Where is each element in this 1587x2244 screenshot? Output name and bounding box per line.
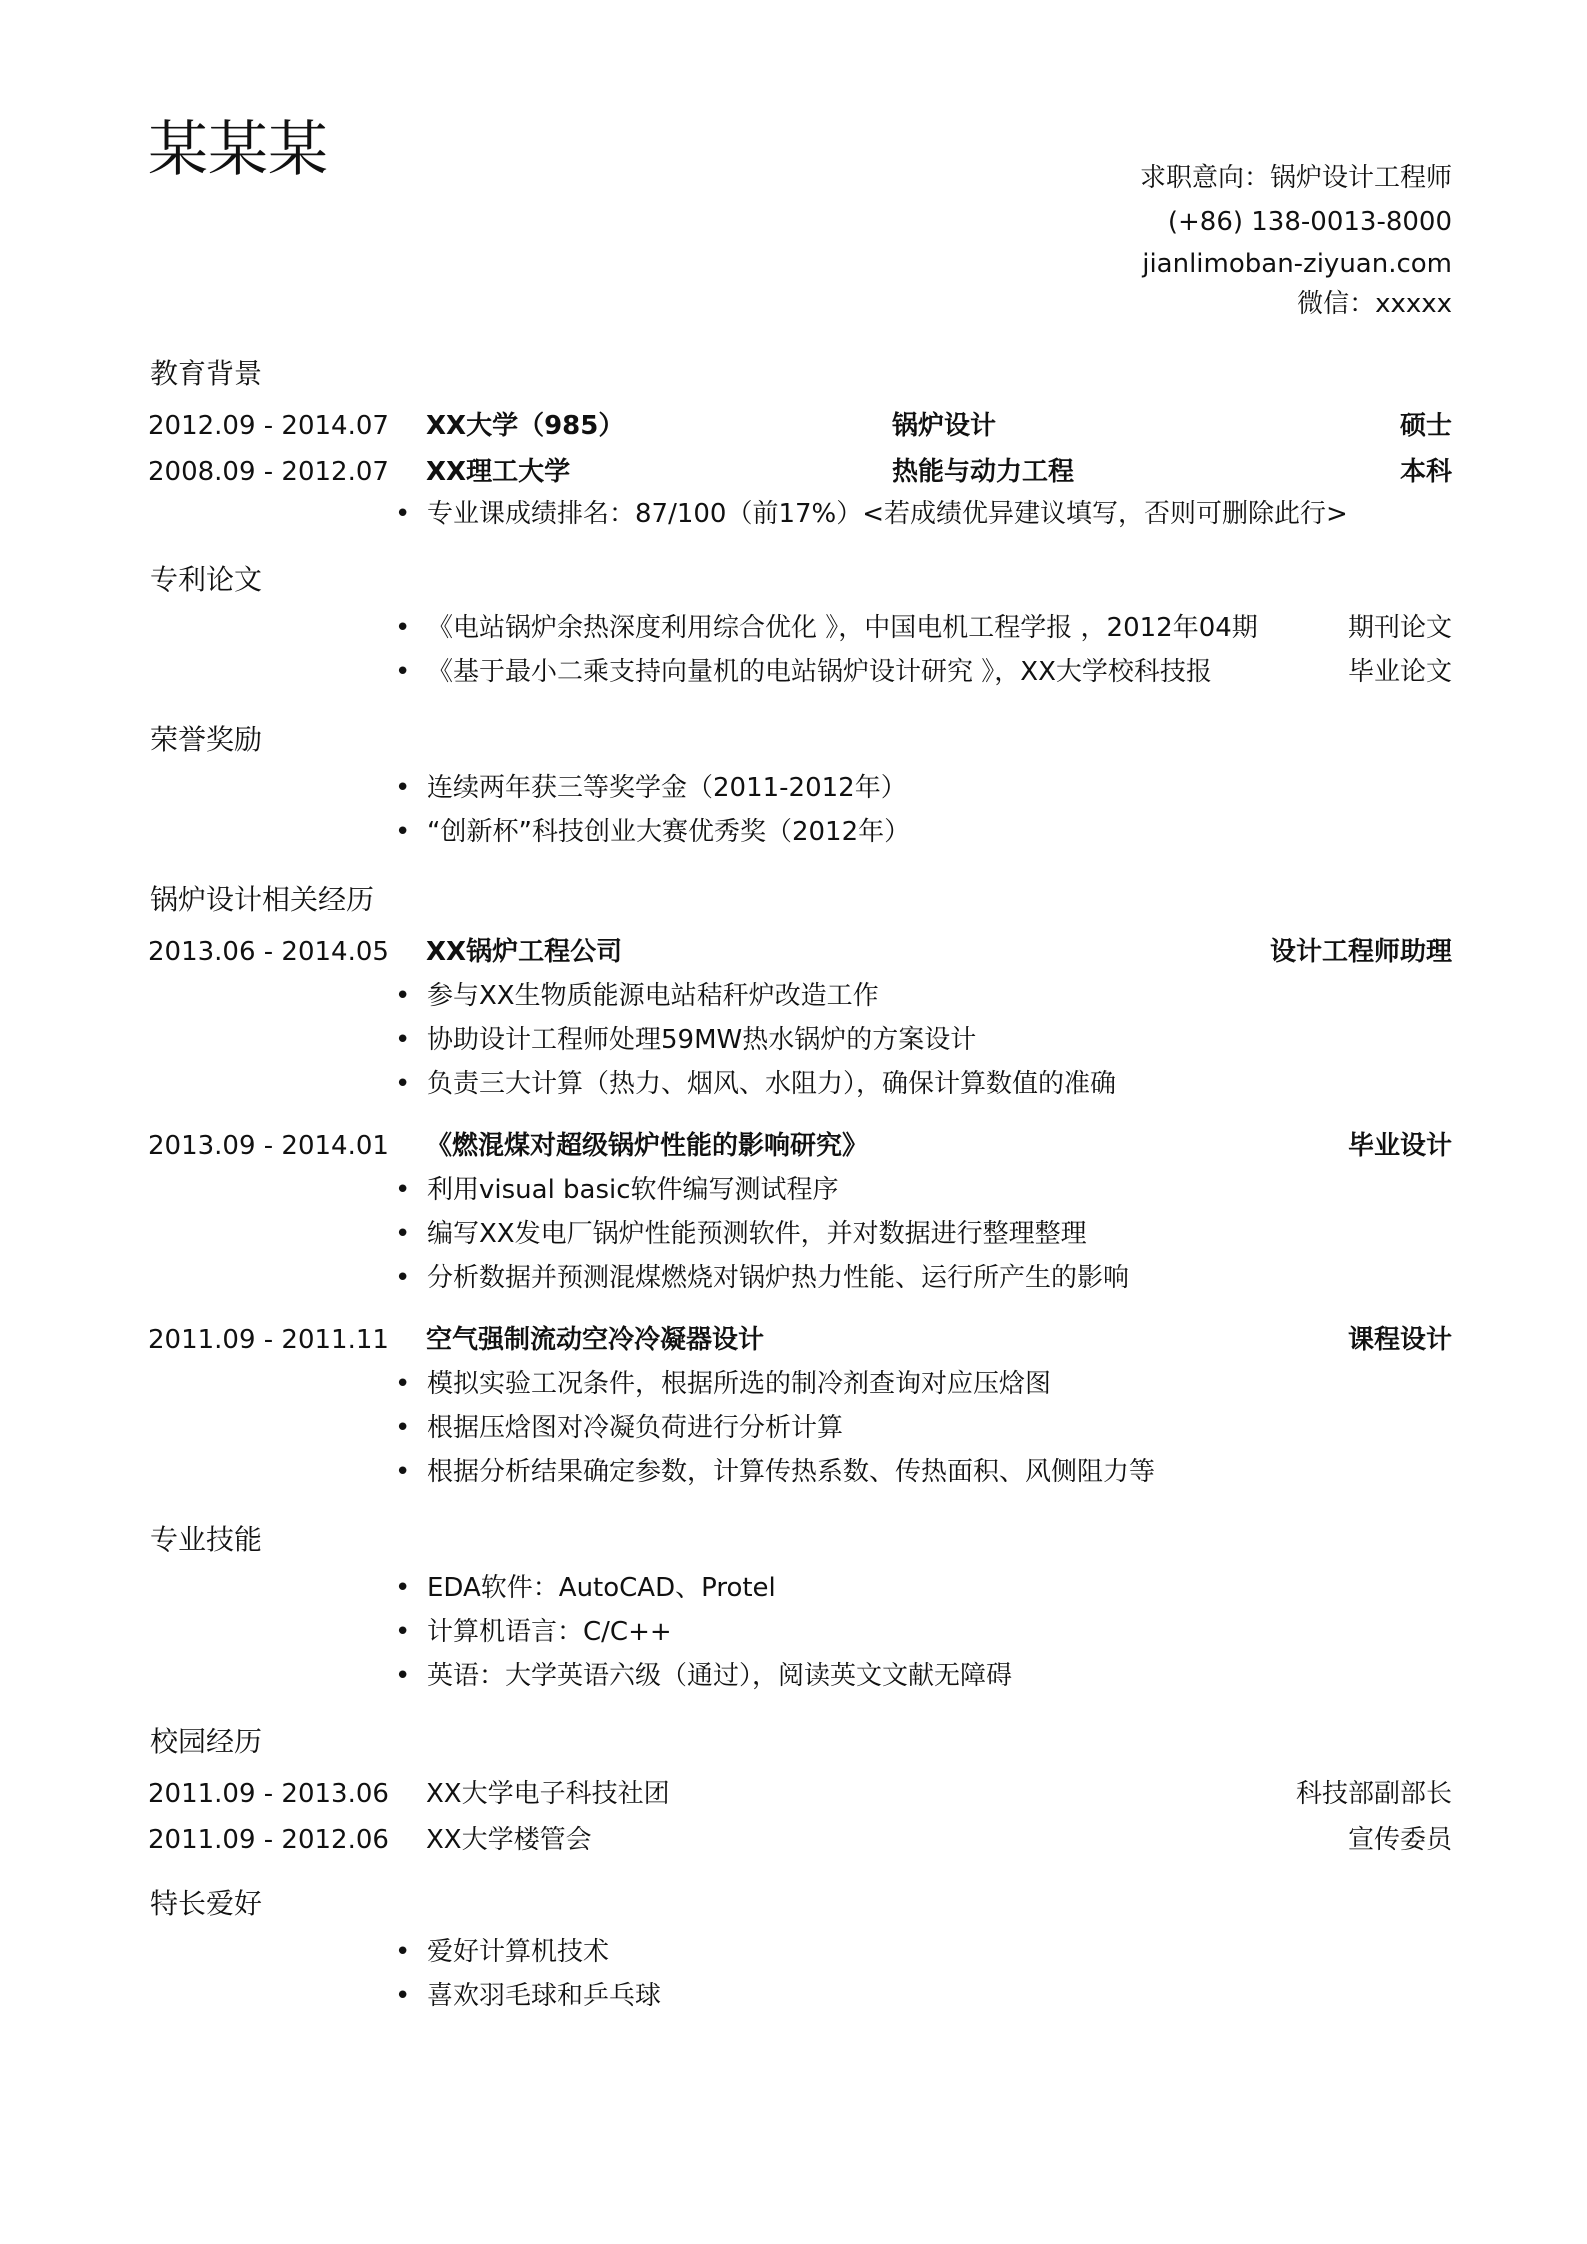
hobby-text: 爱好计算机技术 <box>427 1937 610 1967</box>
list-item <box>395 1020 1452 1060</box>
campus-date: 2011.09 - 2012.06 <box>148 1825 389 1855</box>
experience-org: 空气强制流动空冷冷凝器设计 <box>426 1325 765 1355</box>
bullet-icon: • <box>395 1981 411 2011</box>
list-item <box>395 608 1452 648</box>
candidate-name: 某某某 <box>148 115 328 185</box>
experience-date: 2013.06 - 2014.05 <box>148 937 389 967</box>
bullet-icon: • <box>395 1937 411 1967</box>
bullet-icon: • <box>395 499 411 529</box>
experience-row <box>148 1126 1452 1166</box>
paper-type: 毕业论文 <box>1347 657 1452 687</box>
list-item <box>395 1364 1452 1404</box>
list-item <box>395 1932 1452 1972</box>
education-row <box>148 452 1452 492</box>
paper-title: 《基于最小二乘支持向量机的电站锅炉设计研究 》，XX大学校科技报 <box>427 657 1212 687</box>
honor-text: “创新杯”科技创业大赛优秀奖（2012年） <box>427 817 911 847</box>
skill-text: EDA软件：AutoCAD、Protel <box>427 1573 776 1603</box>
experience-org: XX锅炉工程公司 <box>426 937 623 967</box>
list-item <box>395 1170 1452 1210</box>
experience-row <box>148 932 1452 972</box>
bullet-icon: • <box>395 613 411 643</box>
list-item <box>395 1408 1452 1448</box>
job-objective: 求职意向：锅炉设计工程师 <box>1139 163 1452 193</box>
campus-row <box>148 1820 1452 1860</box>
section-title-education: 教育背景 <box>150 357 263 390</box>
bullet-icon: • <box>395 1263 411 1293</box>
bullet-icon: • <box>395 657 411 687</box>
education-major: 热能与动力工程 <box>892 457 1075 487</box>
bullet-icon: • <box>395 981 411 1011</box>
list-item <box>395 1452 1452 1492</box>
section-title-hobbies: 特长爱好 <box>150 1887 263 1920</box>
bullet-icon: • <box>395 1369 411 1399</box>
bullet-icon: • <box>395 1069 411 1099</box>
campus-org: XX大学楼管会 <box>426 1825 592 1855</box>
education-degree: 本科 <box>1399 457 1452 487</box>
education-date: 2012.09 - 2014.07 <box>148 411 389 441</box>
skill-text: 英语：大学英语六级（通过），阅读英文文献无障碍 <box>427 1661 1013 1691</box>
section-title-papers: 专利论文 <box>150 563 263 596</box>
experience-org: 《燃混煤对超级锅炉性能的影响研究》 <box>426 1131 869 1161</box>
section-title-campus: 校园经历 <box>150 1725 263 1758</box>
list-item <box>395 1656 1452 1696</box>
list-item <box>395 768 1452 808</box>
list-item <box>395 976 1452 1016</box>
experience-detail: 编写XX发电厂锅炉性能预测软件，并对数据进行整理整理 <box>427 1219 1087 1249</box>
phone-number: (+86) 138-0013-8000 <box>1167 207 1452 237</box>
website[interactable]: jianlimoban-ziyuan.com <box>1142 249 1452 279</box>
experience-detail: 参与XX生物质能源电站秸秆炉改造工作 <box>427 981 879 1011</box>
bullet-icon: • <box>395 1573 411 1603</box>
experience-detail: 利用visual basic软件编写测试程序 <box>427 1175 839 1205</box>
experience-detail: 根据压焓图对冷凝负荷进行分析计算 <box>427 1413 844 1443</box>
education-school: XX大学（985） <box>426 411 625 441</box>
campus-role: 科技部副部长 <box>1295 1779 1452 1809</box>
campus-role: 宣传委员 <box>1347 1825 1452 1855</box>
experience-date: 2011.09 - 2011.11 <box>148 1325 389 1355</box>
bullet-icon: • <box>395 1175 411 1205</box>
list-item <box>395 1568 1452 1608</box>
bullet-icon: • <box>395 1025 411 1055</box>
education-school: XX理工大学 <box>426 457 571 487</box>
bullet-icon: • <box>395 1661 411 1691</box>
experience-detail: 负责三大计算（热力、烟风、水阻力），确保计算数值的准确 <box>427 1069 1117 1099</box>
section-title-honors: 荣誉奖励 <box>150 723 263 756</box>
list-item <box>395 1214 1452 1254</box>
list-item <box>395 1612 1452 1652</box>
list-item <box>395 1064 1452 1104</box>
education-date: 2008.09 - 2012.07 <box>148 457 389 487</box>
honor-text: 连续两年获三等奖学金（2011-2012年） <box>427 773 907 803</box>
hobby-text: 喜欢羽毛球和乒乓球 <box>427 1981 662 2011</box>
section-title-skills: 专业技能 <box>150 1523 263 1556</box>
experience-detail: 根据分析结果确定参数，计算传热系数、传热面积、风侧阻力等 <box>427 1457 1156 1487</box>
education-note <box>395 494 1452 534</box>
list-item <box>395 652 1452 692</box>
skill-text: 计算机语言：C/C++ <box>427 1617 672 1647</box>
list-item <box>395 1258 1452 1298</box>
experience-detail: 分析数据并预测混煤燃烧对锅炉热力性能、运行所产生的影响 <box>427 1263 1130 1293</box>
bullet-icon: • <box>395 817 411 847</box>
list-item <box>395 812 1452 852</box>
experience-role: 毕业设计 <box>1347 1131 1452 1161</box>
experience-detail: 协助设计工程师处理59MW热水锅炉的方案设计 <box>427 1025 977 1055</box>
list-item <box>395 1976 1452 2016</box>
bullet-icon: • <box>395 1617 411 1647</box>
bullet-icon: • <box>395 1457 411 1487</box>
paper-type: 期刊论文 <box>1347 613 1452 643</box>
campus-org: XX大学电子科技社团 <box>426 1779 670 1809</box>
experience-role: 课程设计 <box>1347 1325 1452 1355</box>
education-row <box>148 406 1452 446</box>
experience-detail: 模拟实验工况条件，根据所选的制冷剂查询对应压焓图 <box>427 1369 1052 1399</box>
paper-title: 《电站锅炉余热深度利用综合优化 》，中国电机工程学报 ，2012年04期 <box>427 613 1258 643</box>
section-title-experience: 锅炉设计相关经历 <box>150 883 375 916</box>
bullet-icon: • <box>395 773 411 803</box>
bullet-icon: • <box>395 1413 411 1443</box>
education-degree: 硕士 <box>1399 411 1452 441</box>
education-note-text: 专业课成绩排名：87/100（前17%）<若成绩优异建议填写，否则可删除此行> <box>427 499 1348 529</box>
education-major: 锅炉设计 <box>892 411 997 441</box>
campus-date: 2011.09 - 2013.06 <box>148 1779 389 1809</box>
bullet-icon: • <box>395 1219 411 1249</box>
experience-date: 2013.09 - 2014.01 <box>148 1131 389 1161</box>
campus-row <box>148 1774 1452 1814</box>
experience-role: 设计工程师助理 <box>1269 937 1452 967</box>
wechat: 微信：xxxxx <box>1297 289 1452 319</box>
experience-row <box>148 1320 1452 1360</box>
